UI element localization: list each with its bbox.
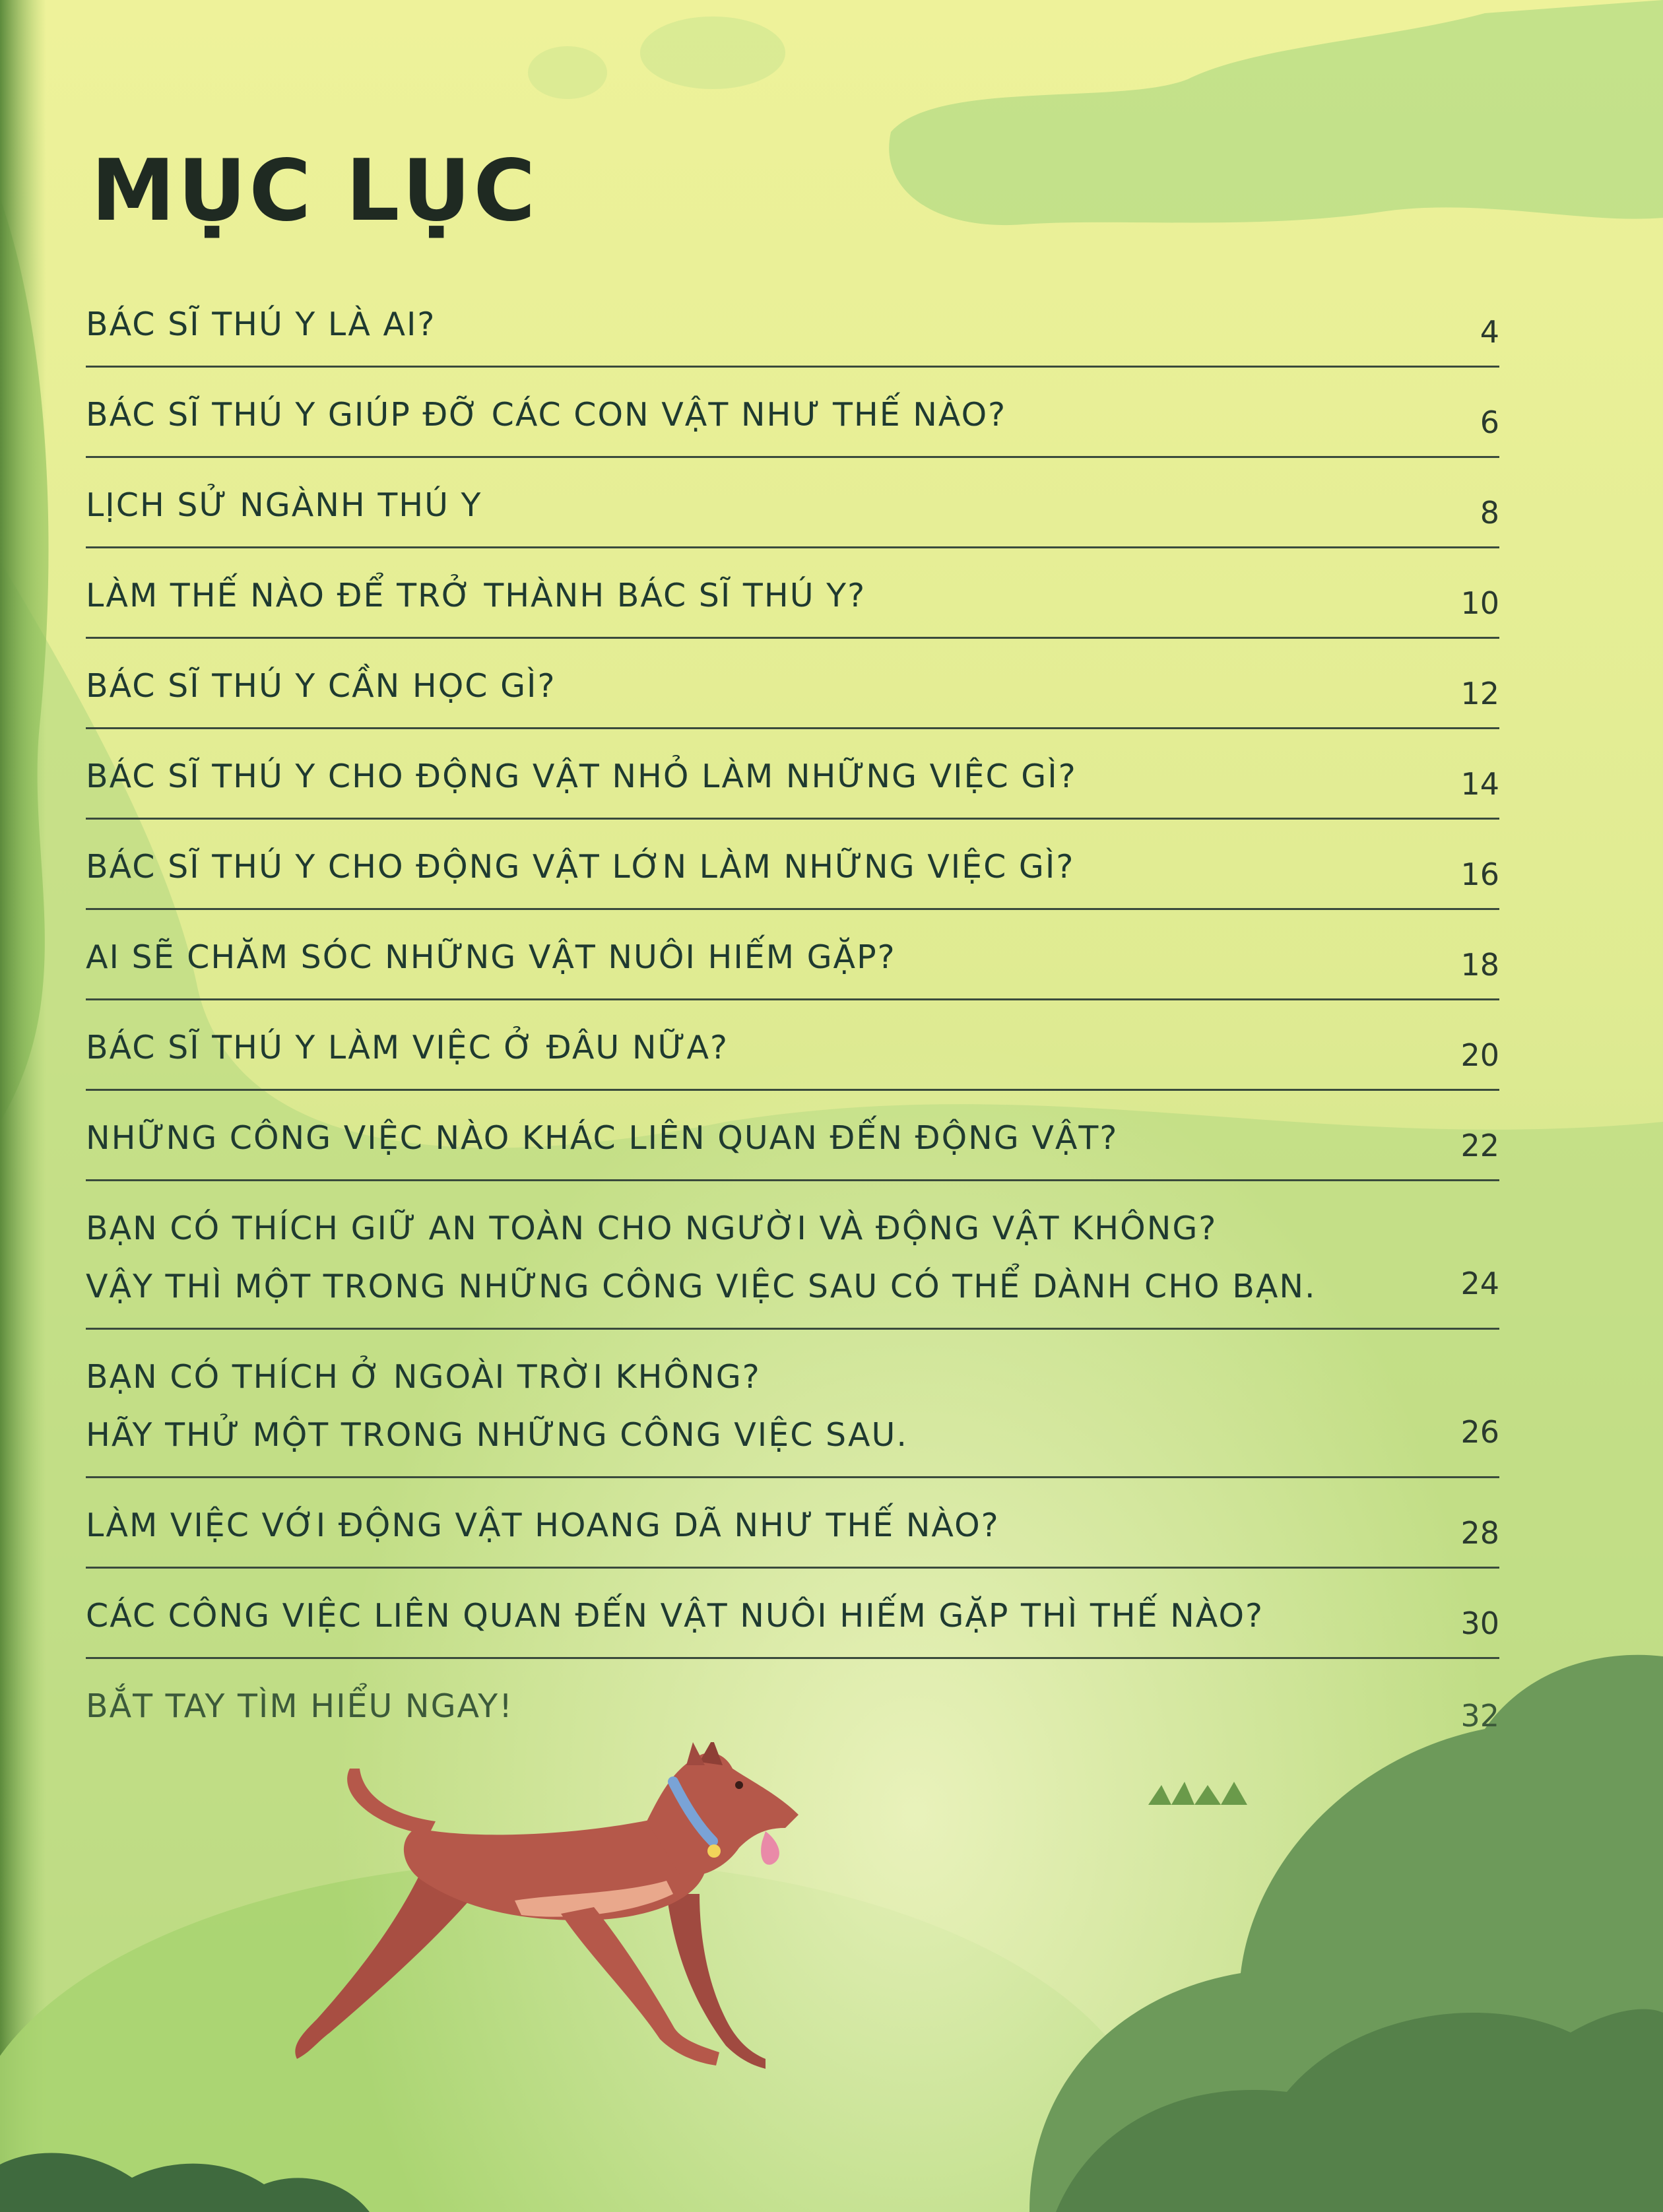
toc-entry[interactable] xyxy=(86,548,1499,639)
toc-entry-page: 32 xyxy=(1460,1698,1499,1734)
toc-entry[interactable] xyxy=(86,277,1499,368)
toc-entry[interactable] xyxy=(86,729,1499,820)
toc-entry-page: 24 xyxy=(1460,1266,1499,1301)
toc-entry-title: BÁC SĨ THÚ Y CHO ĐỘNG VẬT LỚN LÀM NHỮNG VIỆC GÌ? xyxy=(86,848,1075,886)
toc-entry-title: NHỮNG CÔNG VIỆC NÀO KHÁC LIÊN QUAN ĐẾN ĐỘNG VẬT? xyxy=(86,1119,1119,1157)
toc-entry-page: 8 xyxy=(1480,495,1499,531)
toc-entry[interactable] xyxy=(86,1569,1499,1659)
toc-entry-page: 16 xyxy=(1460,857,1499,892)
toc-entry-title: CÁC CÔNG VIỆC LIÊN QUAN ĐẾN VẬT NUÔI HIẾM GẶP THÌ THẾ NÀO? xyxy=(86,1597,1264,1635)
toc-entry-title: BÁC SĨ THÚ Y GIÚP ĐỠ CÁC CON VẬT NHƯ THẾ NÀO? xyxy=(86,396,1007,434)
toc-entry-title: BÁC SĨ THÚ Y LÀM VIỆC Ở ĐÂU NỮA? xyxy=(86,1029,729,1066)
running-dog-illustration xyxy=(277,1742,845,2085)
toc-entry-page: 22 xyxy=(1460,1128,1499,1163)
toc-entry-page: 14 xyxy=(1460,766,1499,802)
toc-entry-page: 20 xyxy=(1460,1037,1499,1073)
toc-entry-title: BÁC SĨ THÚ Y CẦN HỌC GÌ? xyxy=(86,667,556,705)
toc-entry-title: BẠN CÓ THÍCH GIỮ AN TOÀN CHO NGƯỜI VÀ ĐỘNG VẬT KHÔNG? VẬY THÌ MỘT TRONG NHỮNG CÔNG VIỆC SAU CÓ THỂ DÀNH CHO BẠN. xyxy=(86,1210,1317,1305)
toc-entry-title: LỊCH SỬ NGÀNH THÚ Y xyxy=(86,486,482,524)
page-title: MỤC LỤC xyxy=(91,142,538,240)
toc-entry[interactable] xyxy=(86,1330,1499,1478)
toc-entry[interactable] xyxy=(86,1659,1499,1749)
toc-entry[interactable] xyxy=(86,458,1499,548)
toc-entry[interactable] xyxy=(86,820,1499,910)
toc-entry-page: 6 xyxy=(1480,405,1499,440)
toc-entry-page: 28 xyxy=(1460,1515,1499,1551)
toc-entry-page: 12 xyxy=(1460,676,1499,711)
table-of-contents xyxy=(86,277,1499,1749)
toc-entry-title: LÀM VIỆC VỚI ĐỘNG VẬT HOANG DÃ NHƯ THẾ NÀO? xyxy=(86,1507,1000,1544)
toc-entry-title: BẮT TAY TÌM HIỂU NGAY! xyxy=(86,1687,513,1725)
toc-entry-page: 10 xyxy=(1460,585,1499,621)
toc-entry-title: LÀM THẾ NÀO ĐỂ TRỞ THÀNH BÁC SĨ THÚ Y? xyxy=(86,577,866,614)
toc-entry[interactable] xyxy=(86,1181,1499,1330)
toc-entry-title: BẠN CÓ THÍCH Ở NGOÀI TRỜI KHÔNG? HÃY THỬ MỘT TRONG NHỮNG CÔNG VIỆC SAU. xyxy=(86,1358,908,1454)
toc-entry[interactable] xyxy=(86,1000,1499,1091)
toc-entry-title: BÁC SĨ THÚ Y CHO ĐỘNG VẬT NHỎ LÀM NHỮNG VIỆC GÌ? xyxy=(86,758,1077,795)
toc-entry-page: 26 xyxy=(1460,1414,1499,1450)
toc-entry[interactable] xyxy=(86,368,1499,458)
toc-entry-page: 4 xyxy=(1480,314,1499,350)
toc-entry[interactable] xyxy=(86,910,1499,1000)
toc-entry-title: AI SẼ CHĂM SÓC NHỮNG VẬT NUÔI HIẾM GẶP? xyxy=(86,938,896,976)
toc-entry[interactable] xyxy=(86,639,1499,729)
toc-entry-page: 30 xyxy=(1460,1606,1499,1641)
toc-entry-title: BÁC SĨ THÚ Y LÀ AI? xyxy=(86,306,436,343)
toc-entry-page: 18 xyxy=(1460,947,1499,983)
toc-entry[interactable] xyxy=(86,1091,1499,1181)
toc-entry[interactable] xyxy=(86,1478,1499,1569)
